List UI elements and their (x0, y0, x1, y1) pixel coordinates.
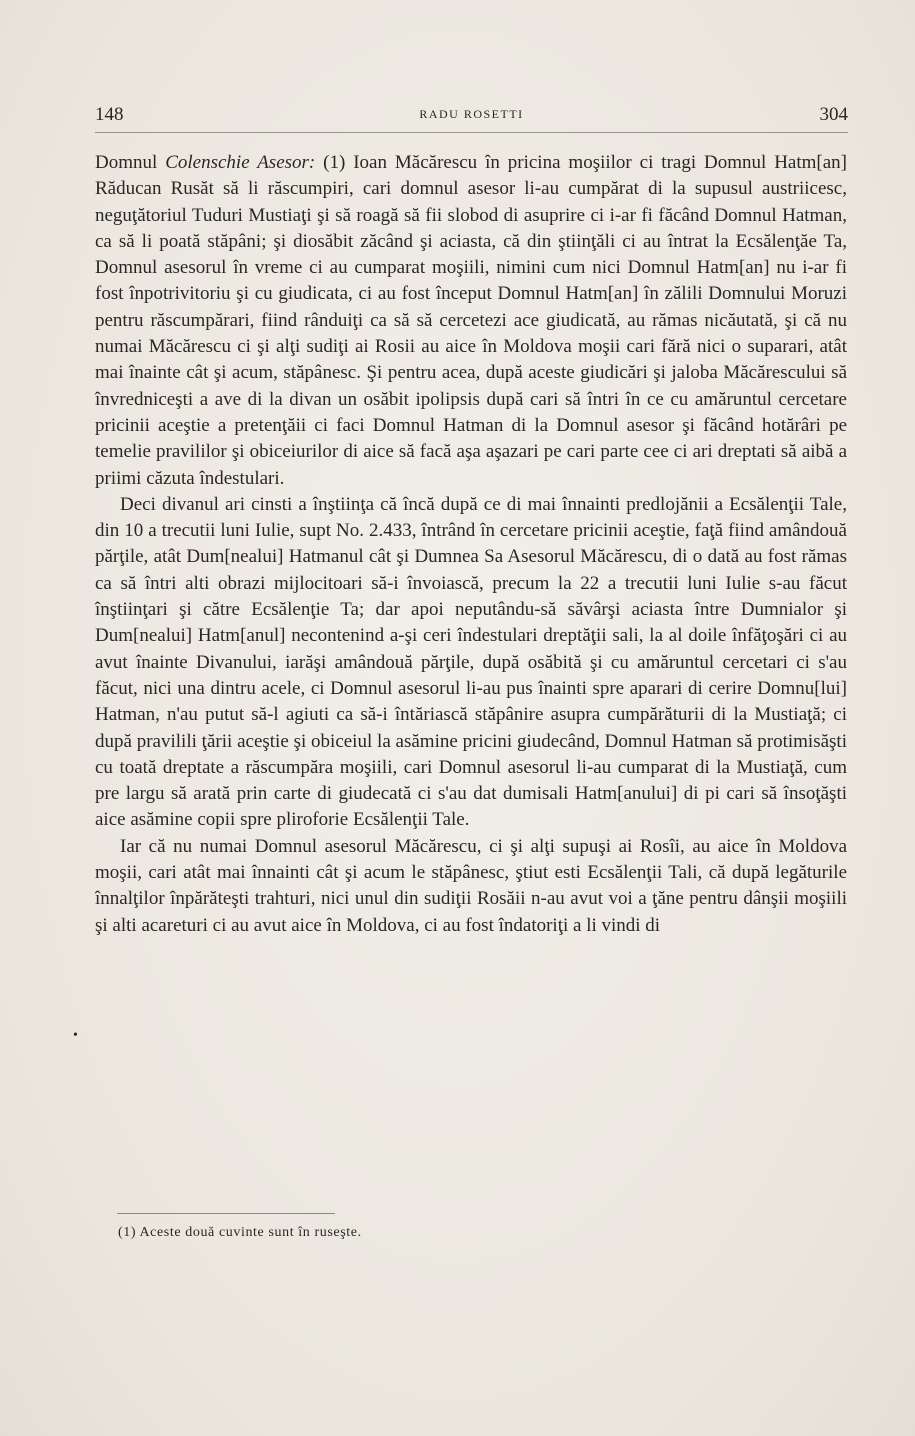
footnote: (1) Aceste două cuvinte sunt în ruseşte. (118, 1225, 362, 1240)
page-number: 148 (95, 104, 124, 125)
paragraph-3: Iar că nu numai Domnul asesorul Măcărescu, ci şi alţi supuşi ai Rosîi, au aice în Moldova moşii, cari atât mai înnainti cât şi acum le stăpânesc, ştiut esti Ecsălenţii Tali, că după legăturile înnalţilor înpărăteşti trahturi, nici unul din sudiţii Rosăii n-au avut voi a ţăne pentru dânşii moşiili şi alti acareturi ci au avut aice în Moldova, ci au fost îndatoriţi a li vindi di (95, 835, 847, 936)
footnote-rule (117, 1213, 335, 1214)
paragraph-2: Deci divanul ari cinsti a înştiinţa că încă după ce di mai înnainti predlojănii a Ecsălenţii Tale, din 10 a trecutii luni Iulie, supt No. 2.433, întrând în cercetare pricinii aceştie, faţă fiind amândouă părţile, atât Dum[nealui] Hatmanul cât şi Dumnea Sa Asesorul Măcărescu, di o dată au fost rămas ca să întri alti obrazi mijlocitoari să-i învoiască, precum la 22 a trecutii luni Iulie s-au făcut înştiinţari şi către Ecsălenţie Ta; dar apoi neputându-să săvârşi aciasta între Dumnialor şi Dum[nealui] Hatm[anul] necontenind a-şi ceri îndestulari dreptăţii sali, la al doile înfăţoşări ci au avut înainte Divanului, iarăşi amândouă părţile, după osăbită şi cu amăruntul cercetari ci s'au făcut, nici una dintru acele, ci Domnul asesorul li-au pus înainti spre aparari di cerire Domnu[lui] Hatman, n'au putut să-l agiuti ca să-i întăriască stăpânire asupra cumpărăturii di la Mustiaţă; ci după pravilili ţării aceştie şi obiceiul la asămine pricini giudecând, Domnul Hatman să protimisăşti cu toată dreptate a răscumpăra moşiili, cari Domnul asesorul li-au cumparat di la Mustiaţă, cum pre largu să arată prin carte di giudecată ci s'au dat dumisali Hatm[anului] di pi cari să însoţăşti aice asămine copii spre pliroforie Ecsălenţii Tale. (95, 493, 847, 831)
paragraph-1-text: (1) Ioan Măcărescu în pricina moşiilor ci tragi Domnul Hatm[an] Răducan Rusăt să li răscumpiri, cari domnul asesor li-au cumpărat di la supusul austriicesc, neguţătoriul Tuduri Mustiaţi şi să roagă să fii slobod di asuprire ci i-ar fi făcând Domnul Hatman, ca să li poată stăpâni; şi diosăbit zăcând şi aciasta, că din ştiinţăli ci au întrat la Ecsălenţăe Ta, Domnul asesorul în vreme ci au cumparat moşiili, nimini cum nici Domnul Hatm[an] nu i-ar fi fost înpotrivitoriu şi cu giudicata, ci au fost început Domnul Hatm[an] în zălili Domnului Moruzi pentru răscumpărari, fiind rânduiţi ca să să cercetezi ace giudicată, au rămas nicăutată, şi că nu numai Măcărescu ci şi alţi sudiţi ai Rosii au aice în Moldova moşii cari fără nici o suparari, atât mai înainte cât şi acum, stăpânesc. Şi pentru acea, după aceste giudicări şi jaloba Măcărescului să învredniceşti a ave di la divan un osăbit ipolipsis după cari să întri în ce cu amăruntul cercetare pricinii aceştie a pretenţăii ci faci Domnul Hatman di la Domnul asesor şi făcând hotărâri pe temelie pravililor şi obiceiurilor di aice să facă aşa aşazari pe cari parte cee ci ari dreptati să aibă a priimi căzuta îndestulari. (95, 152, 848, 489)
running-head: RADU ROSETTI (419, 107, 524, 121)
document-number: 304 (819, 104, 848, 125)
page-header (95, 104, 848, 133)
paragraph-1 (95, 150, 847, 492)
paragraph-1-start: Domnul (95, 152, 166, 173)
margin-mark: • (73, 1028, 78, 1043)
body-text (95, 150, 847, 939)
addressee-italic: Colenschie Asesor: (165, 152, 316, 173)
